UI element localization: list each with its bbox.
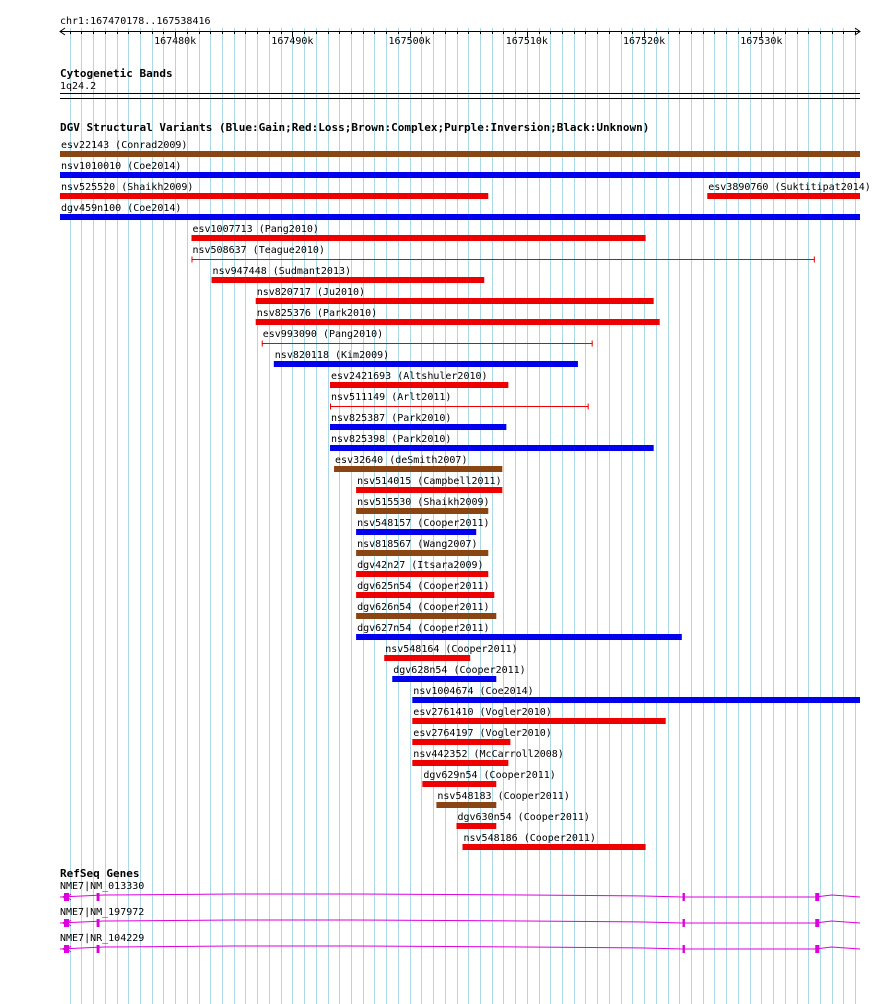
variant-feature[interactable] — [60, 203, 860, 220]
variant-bar — [356, 571, 488, 577]
variant-feature[interactable] — [356, 518, 489, 535]
variant-bar — [60, 193, 488, 199]
variant-feature[interactable] — [412, 707, 665, 724]
gene-exon — [683, 893, 685, 901]
variant-feature[interactable] — [274, 350, 578, 367]
variant-bar — [422, 781, 496, 787]
variant-feature[interactable] — [356, 497, 489, 514]
variant-feature[interactable] — [60, 182, 488, 199]
variant-feature[interactable] — [256, 287, 654, 304]
variant-bar — [60, 151, 860, 157]
ruler-tick-label: 167480k — [154, 36, 197, 47]
cytoband-track-title: Cytogenetic Bands — [60, 67, 173, 80]
dgv-track — [60, 121, 871, 850]
variant-feature[interactable] — [212, 266, 485, 283]
variant-label: nsv508637 (Teague2010) — [192, 245, 325, 256]
ruler-tick-label: 167490k — [271, 36, 314, 47]
variant-label: esv2764197 (Vogler2010) — [413, 728, 552, 739]
cytoband-label: 1q24.2 — [60, 81, 97, 92]
variant-label: nsv1010010 (Coe2014) — [61, 161, 182, 172]
gene-exon — [815, 919, 819, 927]
variant-label: dgv630n54 (Cooper2011) — [457, 812, 590, 823]
variant-label: dgv625n54 (Cooper2011) — [357, 581, 490, 592]
variant-label: dgv628n54 (Cooper2011) — [393, 665, 526, 676]
cytoband-track — [60, 67, 173, 92]
variant-bar — [707, 193, 860, 199]
variant-feature[interactable] — [412, 728, 551, 745]
variant-label: nsv442352 (McCarroll2008) — [413, 749, 564, 760]
variant-label: esv2421693 (Altshuler2010) — [331, 371, 488, 382]
variant-label: esv2761410 (Vogler2010) — [413, 707, 552, 718]
variant-bar — [356, 634, 682, 640]
variant-label: nsv818567 (Wang2007) — [357, 539, 478, 550]
variant-bar — [412, 697, 860, 703]
variant-feature[interactable] — [384, 644, 517, 661]
gene-exon — [97, 893, 100, 901]
variant-label: nsv1004674 (Coe2014) — [413, 686, 534, 697]
variant-feature[interactable] — [462, 833, 645, 850]
ruler-tick-label: 167520k — [623, 36, 666, 47]
variant-bar — [456, 823, 496, 829]
gene-feature[interactable] — [60, 933, 860, 953]
variant-bar — [256, 319, 660, 325]
ruler-track — [60, 16, 860, 99]
variant-label: nsv548186 (Cooper2011) — [463, 833, 596, 844]
variant-feature[interactable] — [422, 770, 555, 787]
variant-bar — [330, 445, 654, 451]
variant-bar — [384, 655, 470, 661]
variant-bar — [356, 487, 502, 493]
gene-exon — [683, 919, 685, 927]
variant-label: nsv511149 (Arlt2011) — [331, 392, 452, 403]
variant-bar — [256, 298, 654, 304]
variant-feature[interactable] — [356, 539, 488, 556]
variant-feature[interactable] — [60, 140, 860, 157]
variant-feature[interactable] — [330, 371, 508, 388]
variant-label: nsv825376 (Park2010) — [256, 308, 378, 319]
variant-label: dgv459n100 (Coe2014) — [61, 203, 182, 214]
variant-feature[interactable] — [356, 560, 488, 577]
gene-intron-line — [60, 920, 860, 923]
variant-bar — [462, 844, 645, 850]
variant-label: esv1007713 (Pang2010) — [192, 224, 319, 235]
variant-label: nsv548183 (Cooper2011) — [437, 791, 570, 802]
variant-bar — [412, 760, 508, 766]
variant-feature[interactable] — [392, 665, 525, 682]
variant-feature[interactable] — [60, 161, 860, 178]
variant-label: nsv825398 (Park2010) — [331, 434, 452, 445]
gene-features — [60, 881, 860, 953]
variant-label: nsv820717 (Ju2010) — [256, 287, 366, 298]
variant-bar — [330, 382, 508, 388]
gene-exon — [815, 945, 819, 953]
gene-feature[interactable] — [60, 881, 860, 901]
variant-bar — [356, 550, 488, 556]
variant-bar — [274, 361, 578, 367]
variant-bar — [412, 739, 510, 745]
variant-bar — [392, 676, 496, 682]
variant-label: dgv42n27 (Itsara2009) — [357, 560, 484, 571]
variant-feature[interactable] — [191, 224, 645, 241]
variant-label: dgv626n54 (Cooper2011) — [357, 602, 490, 613]
variant-feature[interactable] — [330, 434, 654, 451]
variant-feature[interactable] — [356, 581, 494, 598]
dgv-track-title: DGV Structural Variants (Blue:Gain;Red:Loss;Brown:Complex;Purple:Inversion;Black:Unknown) — [60, 121, 650, 134]
variant-label: esv22143 (Conrad2009) — [61, 140, 188, 151]
variant-label: esv32640 (deSmith2007) — [335, 455, 468, 466]
variant-label: dgv627n54 (Cooper2011) — [357, 623, 490, 634]
variant-label: esv3890760 (Suktitipat2014) — [708, 182, 871, 193]
gene-exon — [683, 945, 685, 953]
ruler-ticks — [60, 28, 860, 99]
variant-bar — [60, 172, 860, 178]
variant-label: nsv820118 (Kim2009) — [274, 350, 390, 361]
variant-feature[interactable] — [412, 749, 564, 766]
variant-label: nsv825387 (Park2010) — [331, 413, 452, 424]
variant-feature[interactable] — [334, 455, 502, 472]
gene-label: NME7|NM_197972 — [60, 907, 145, 918]
variant-bar — [356, 508, 488, 514]
variant-label: nsv548164 (Cooper2011) — [385, 644, 518, 655]
variant-label: esv993090 (Pang2010) — [262, 329, 384, 340]
variant-bar — [212, 277, 485, 283]
variant-feature[interactable] — [456, 812, 589, 829]
variant-label: nsv947448 (Sudmant2013) — [212, 266, 352, 277]
variant-bar — [334, 466, 502, 472]
variant-bar — [356, 529, 476, 535]
ruler-tick-label: 167510k — [505, 36, 548, 47]
refseq-track-title: RefSeq Genes — [60, 867, 140, 880]
gene-label: NME7|NM_013330 — [60, 881, 145, 892]
gene-label: NME7|NR_104229 — [60, 933, 145, 944]
variant-feature[interactable] — [412, 686, 860, 703]
gene-exon — [97, 945, 100, 953]
variant-feature[interactable] — [330, 413, 506, 430]
variant-feature[interactable] — [330, 392, 589, 410]
ruler-tick-label: 167500k — [388, 36, 431, 47]
gene-intron-line — [60, 894, 860, 897]
variant-bar — [191, 235, 645, 241]
ruler-location-label: chr1:167470178..167538416 — [60, 16, 211, 27]
variant-label: dgv629n54 (Cooper2011) — [423, 770, 556, 781]
variant-feature[interactable] — [707, 182, 871, 199]
variant-bar — [436, 802, 496, 808]
variant-feature[interactable] — [356, 602, 496, 619]
variant-bar — [60, 214, 860, 220]
ruler-tick-label: 167530k — [740, 36, 783, 47]
variant-label: nsv514015 (Campbell2011) — [357, 476, 502, 487]
variant-features — [60, 140, 871, 850]
variant-label: nsv515530 (Shaikh2009) — [357, 497, 490, 508]
variant-feature[interactable] — [356, 476, 502, 493]
variant-feature[interactable] — [262, 329, 593, 347]
variant-bar — [412, 718, 665, 724]
variant-bar — [330, 424, 506, 430]
variant-bar — [356, 613, 496, 619]
gene-exon — [97, 919, 100, 927]
refseq-track — [60, 867, 860, 953]
variant-label: nsv548157 (Cooper2011) — [357, 518, 490, 529]
gene-exon — [815, 893, 819, 901]
variant-bar — [356, 592, 494, 598]
variant-label: nsv525520 (Shaikh2009) — [61, 182, 194, 193]
gene-feature[interactable] — [60, 907, 860, 927]
gene-intron-line — [60, 946, 860, 949]
